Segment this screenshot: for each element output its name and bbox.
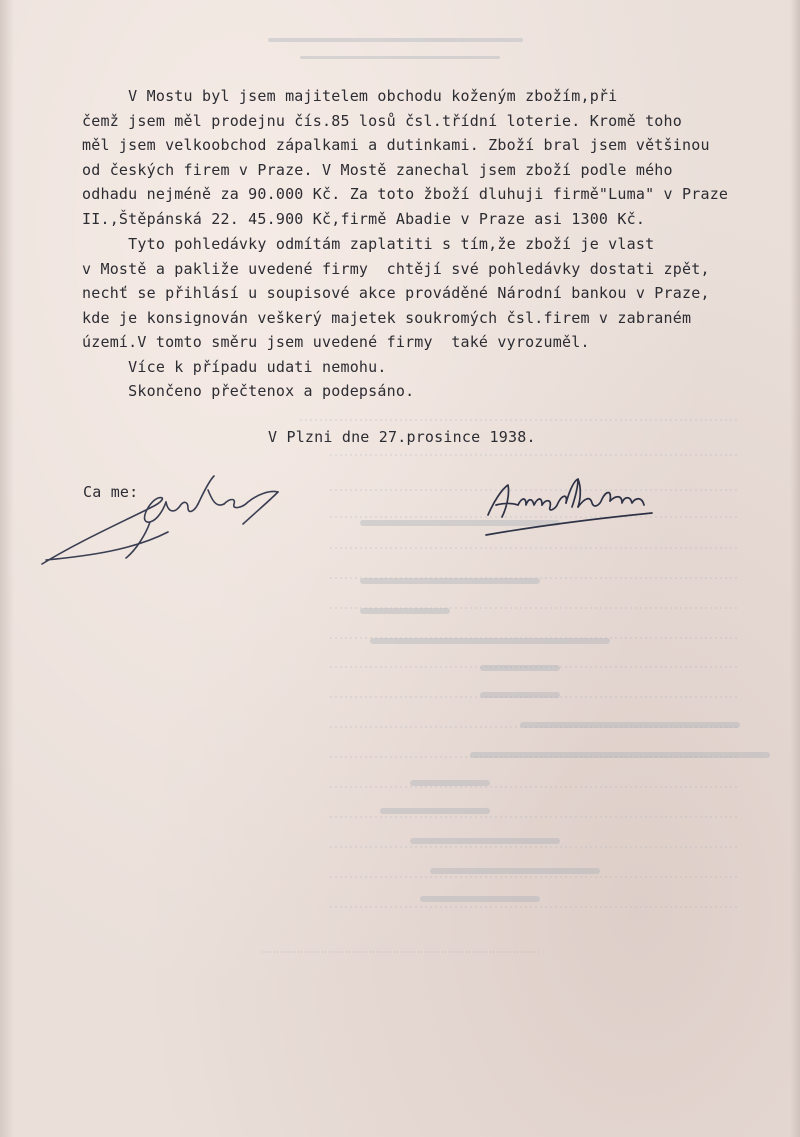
declarant-signature: [482, 475, 657, 545]
text-line: území.V tomto směru jsem uvedené firmy také vyrozuměl.: [82, 333, 590, 351]
text-line: nechť se přihlásí u soupisové akce prováděné Národní bankou v Praze,: [82, 284, 710, 302]
text-line: měl jsem velkoobchod zápalkami a dutinkami. Zboží bral jsem většinou: [82, 136, 710, 154]
text-line: od českých firem v Praze. V Mostě zanechal jsem zboží podle mého: [82, 160, 673, 179]
witness-label: Ca me:: [83, 483, 139, 501]
text-line: V Mostu byl jsem majitelem obchodu koženým zbožím,při: [82, 87, 618, 105]
text-line: Více k případu udati nemohu.: [82, 357, 387, 376]
paragraph-2: [82, 232, 710, 404]
text-line: kde je konsignován veškerý majetek soukromých čsl.firem v zabraném: [82, 308, 692, 327]
text-line: II.,Štěpánská 22. 45.900 Kč,firmě Abadie v Praze asi 1300 Kč.: [82, 209, 646, 228]
text-line: čemž jsem měl prodejnu čís.85 losů čsl.třídní loterie. Kromě toho: [82, 111, 682, 130]
witness-signature: [38, 472, 288, 572]
text-line: Tyto pohledávky odmítám zaplatiti s tím,že zboží je vlast: [82, 235, 655, 253]
text-line: odhadu nejméně za 90.000 Kč. Za toto žboží dluhuji firmě"Luma" v Praze: [82, 185, 729, 203]
paragraph-1: [82, 84, 728, 231]
text-line: v Mostě a pakliže uvedené firmy chtějí své pohledávky dostati zpět,: [82, 259, 710, 278]
text-line: Skončeno přečtenox a podepsáno.: [82, 382, 415, 400]
date-line: V Plzni dne 27.prosince 1938.: [268, 428, 536, 446]
